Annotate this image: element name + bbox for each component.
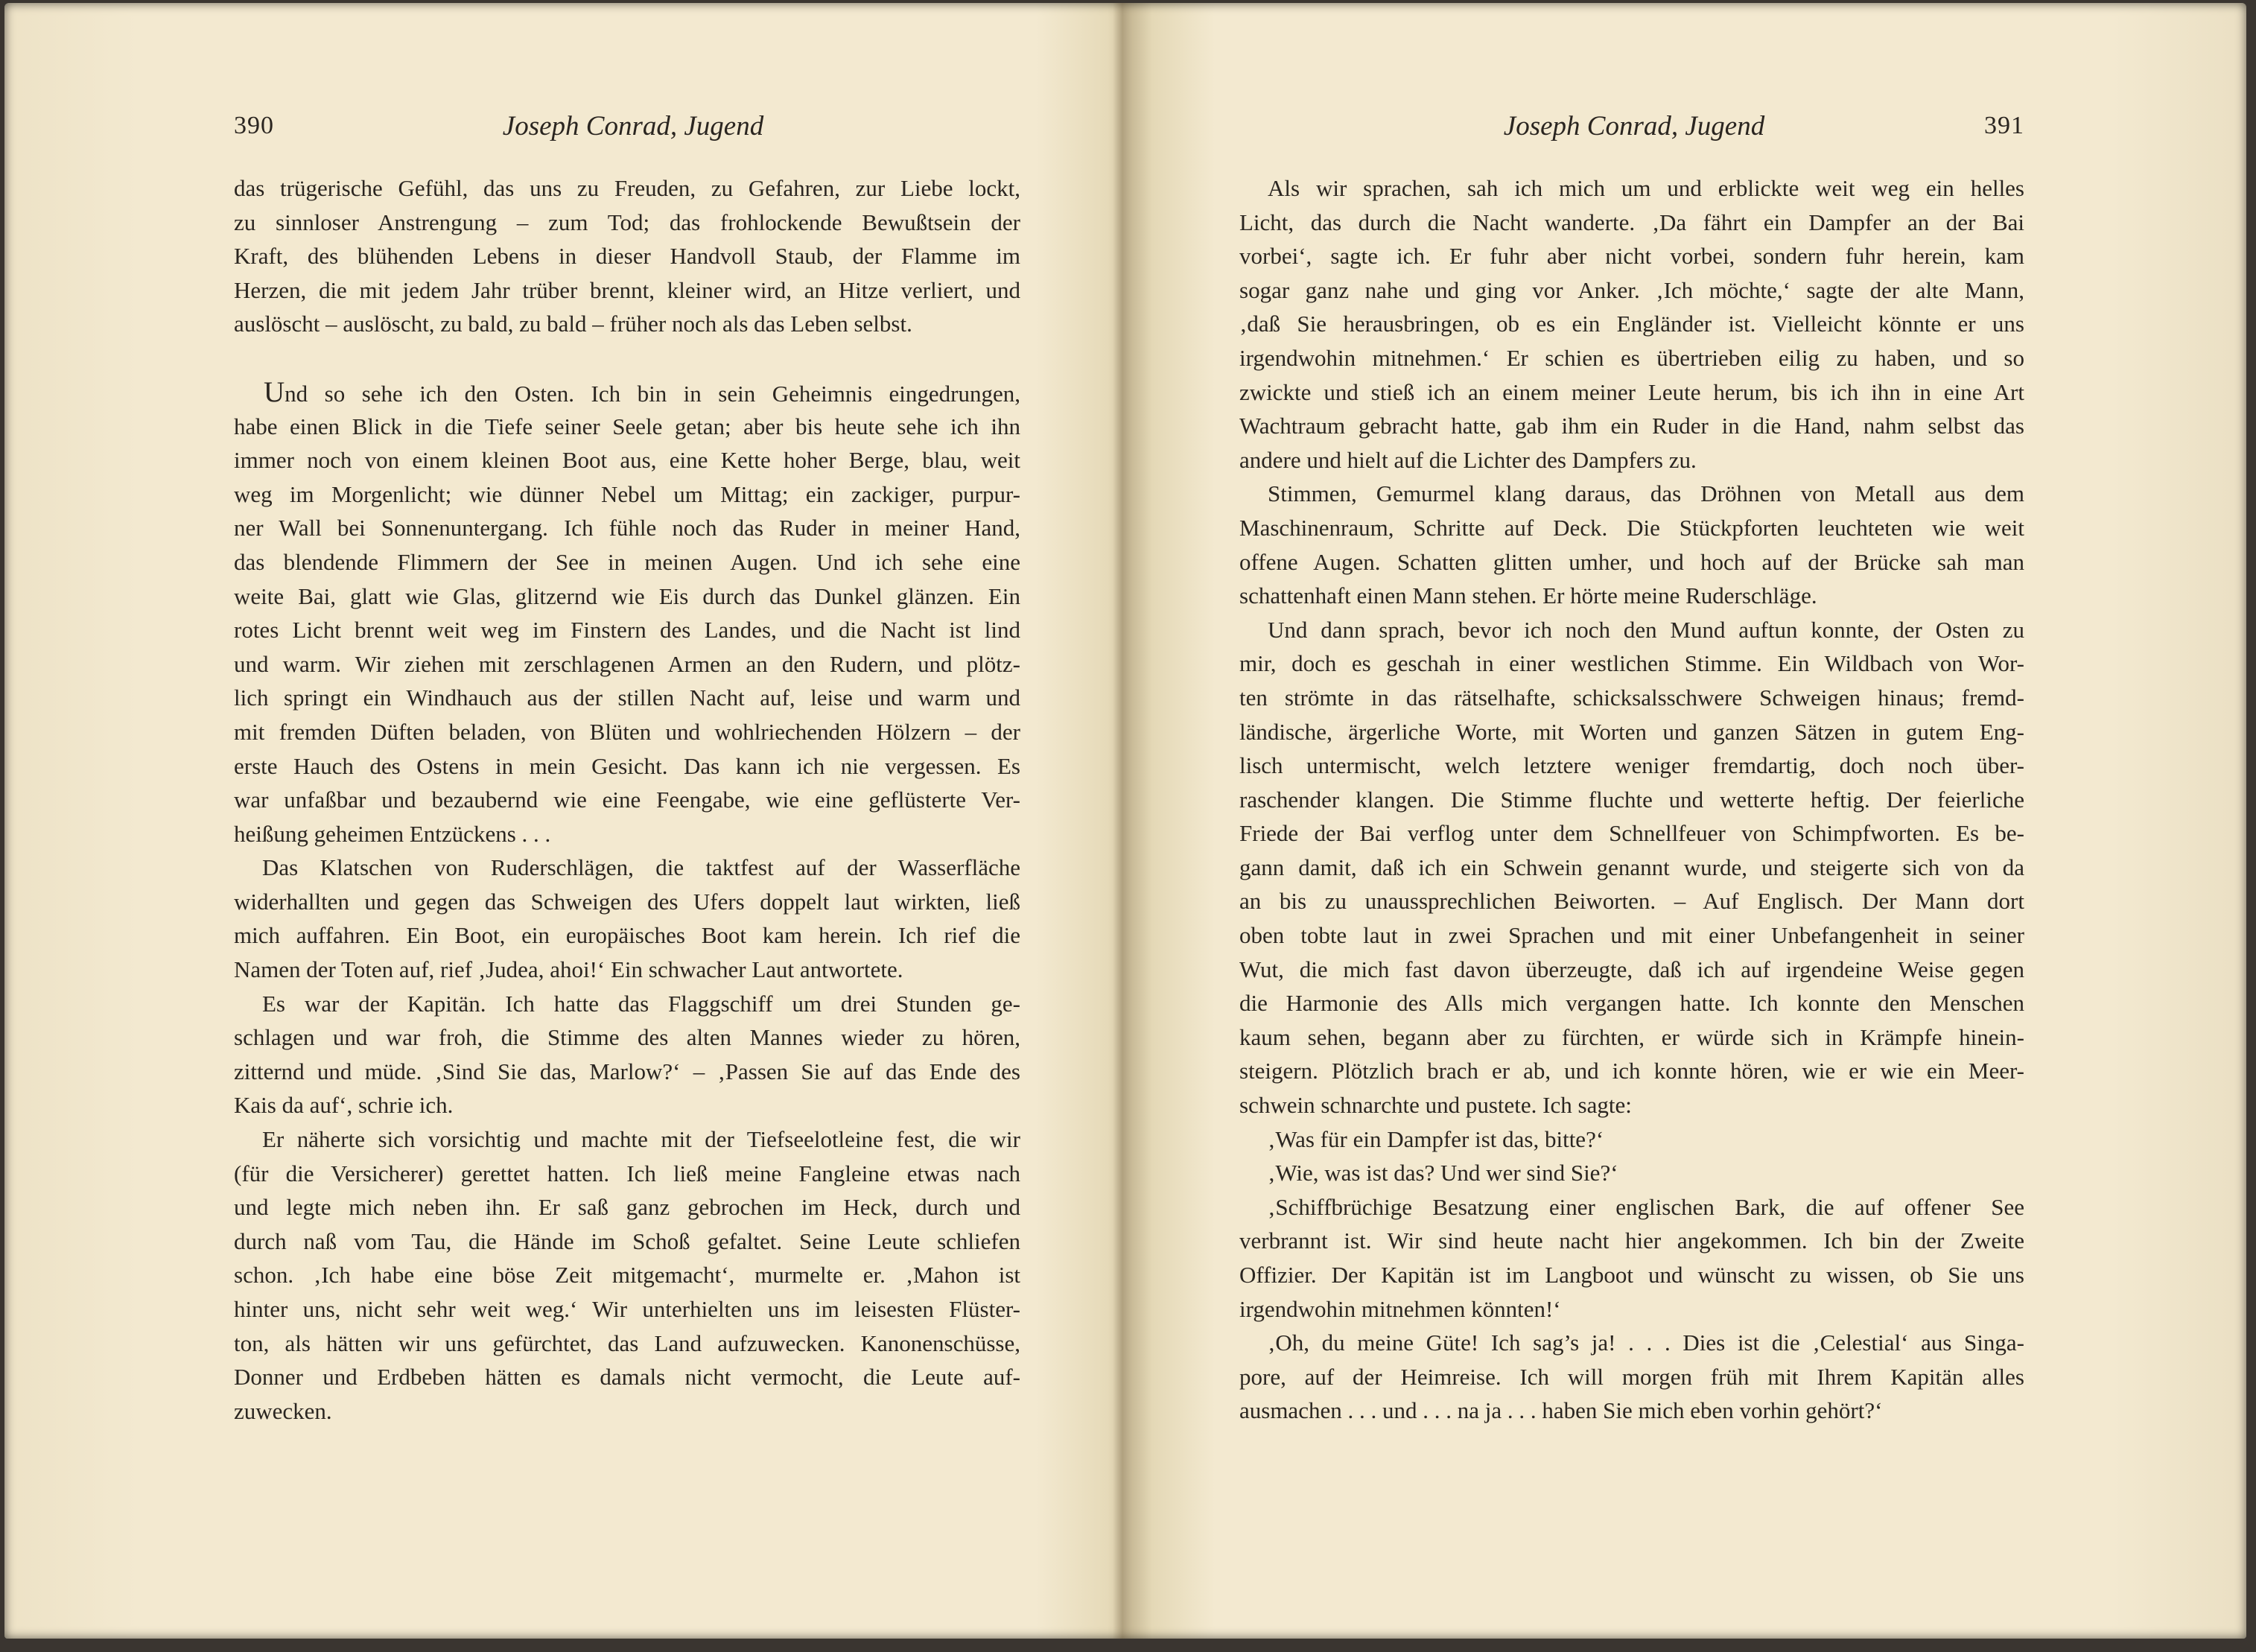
text-line: zuwecken. xyxy=(234,1397,332,1424)
text-line: zwickte und stieß ich an einem meiner Leute herum, bis ich ihn in eine Art xyxy=(1239,378,2024,405)
paragraph xyxy=(1239,171,2024,477)
left-page-header xyxy=(234,112,1020,149)
text-line: heißung geheimen Entzückens . . . xyxy=(234,820,551,847)
text-line: ‚Oh, du meine Güte! Ich sag’s ja! . . . Dies ist die ‚Celestial‘ aus Singa- xyxy=(1268,1329,2024,1356)
text-line: schlagen und war froh, die Stimme des alten Mannes wieder zu hören, xyxy=(234,1024,1020,1051)
text-line: zitternd und müde. ‚Sind Sie das, Marlow?‘ – ‚Passen Sie auf das Ende des xyxy=(234,1058,1020,1084)
text-line: Er näherte sich vorsichtig und machte mit der Tiefseelotleine fest, die wir xyxy=(262,1126,1020,1153)
right-page-text xyxy=(1239,171,2024,1428)
text-line: pore, auf der Heimreise. Ich will morgen früh mit Ihrem Kapitän alles xyxy=(1239,1363,2024,1390)
text-line: widerhallten und gegen das Schweigen des Ufers doppelt laut wirkten, ließ xyxy=(234,888,1020,915)
right-page-number: 391 xyxy=(1984,112,2024,139)
text-line: mir, doch es geschah in einer westlichen Stimme. Ein Wildbach von Wor- xyxy=(1239,650,2024,677)
text-line: ausmachen . . . und . . . na ja . . . haben Sie mich eben vorhin gehört?‘ xyxy=(1239,1397,1883,1424)
text-line: und warm. Wir ziehen mit zerschlagenen Armen an den Rudern, und plötz- xyxy=(234,650,1020,677)
paragraph xyxy=(1239,1326,2024,1428)
text-line: schattenhaft einen Mann stehen. Er hörte meine Ruderschläge. xyxy=(1239,582,1817,609)
text-line: immer noch von einem kleinen Boot aus, eine Kette hoher Berge, blau, weit xyxy=(234,447,1020,474)
text-line: Kais da auf‘, schrie ich. xyxy=(234,1092,454,1119)
text-line: Namen der Toten auf, rief ‚Judea, ahoi!‘ Ein schwacher Laut antwortete. xyxy=(234,956,903,983)
right-page-header xyxy=(1239,112,2024,149)
text-line: oben tobte laut in zwei Sprachen und mit einer Unbefangenheit in seiner xyxy=(1239,922,2024,949)
text-line: und legte mich neben ihn. Er saß ganz gebrochen im Heck, durch und xyxy=(234,1194,1020,1221)
text-line: Friede der Bai verflog unter dem Schnellfeuer von Schimpfworten. Es be- xyxy=(1239,820,2024,847)
text-line: erste Hauch des Ostens in mein Gesicht. Das kann ich nie vergessen. Es xyxy=(234,752,1020,779)
text-line: andere und hielt auf die Lichter des Dampfers zu. xyxy=(1239,446,1697,473)
text-line: Wut, die mich fast davon überzeugte, daß ich auf irgendeine Weise gegen xyxy=(1239,956,2024,982)
text-line: lisch untermischt, welch letztere weniger fremdartig, doch noch über- xyxy=(1239,752,2024,779)
section-break xyxy=(234,341,1020,375)
text-line: (für die Versicherer) gerettet hatten. Ich ließ meine Fangleine etwas nach xyxy=(234,1160,1020,1186)
text-line: Donner und Erdbeben hätten es damals nicht vermocht, die Leute auf- xyxy=(234,1364,1020,1391)
text-line: mich auffahren. Ein Boot, ein europäisches Boot kam herein. Ich rief die xyxy=(234,922,1020,949)
text-line: hinter uns, nicht sehr weit weg.‘ Wir unterhielten uns im leisesten Flüster- xyxy=(234,1296,1020,1322)
text-line: ‚Was für ein Dampfer ist das, bitte?‘ xyxy=(1268,1125,1604,1152)
text-line: Als wir sprachen, sah ich mich um und erblickte weit weg ein helles xyxy=(1268,175,2024,201)
left-running-title: Joseph Conrad, Jugend xyxy=(502,111,764,142)
paragraph xyxy=(234,851,1020,986)
right-page xyxy=(1129,3,2246,1639)
text-line: schon. ‚Ich habe eine böse Zeit mitgemacht‘, murmelte er. ‚Mahon ist xyxy=(234,1262,1020,1289)
text-line: Herzen, die mit jedem Jahr trüber brennt, kleiner wird, an Hitze verliert, und xyxy=(234,276,1020,303)
text-line: ten strömte in das rätselhafte, schicksalsschwere Schweigen hinaus; fremd- xyxy=(1239,684,2024,711)
text-line: Maschinenraum, Schritte auf Deck. Die Stückpforten leuchteten wie weit xyxy=(1239,514,2024,541)
paragraph xyxy=(234,1122,1020,1428)
paragraph xyxy=(234,375,1020,851)
text-line: ‚Wie, was ist das? Und wer sind Sie?‘ xyxy=(1268,1160,1618,1186)
paragraph xyxy=(1239,1190,2024,1326)
text-line: auslöscht – auslöscht, zu bald, zu bald – früher noch als das Leben selbst. xyxy=(234,311,912,337)
text-line: Es war der Kapitän. Ich hatte das Flaggschiff um drei Stunden ge- xyxy=(262,990,1020,1017)
text-line: Und dann sprach, bevor ich noch den Mund auftun konnte, der Osten zu xyxy=(1268,616,2024,643)
text-line: vorbei‘, sagte ich. Er fuhr aber nicht vorbei, sondern fuhr herein, kam xyxy=(1239,243,2024,270)
paragraph xyxy=(1239,1122,2024,1157)
text-line: lich springt ein Windhauch aus der stillen Nacht auf, leise und warm und xyxy=(234,684,1020,711)
text-line: ländische, ärgerliche Worte, mit Worten und ganzen Sätzen in gutem Eng- xyxy=(1239,718,2024,745)
text-line: verbrannt ist. Wir sind heute nacht hier angekommen. Ich bin der Zweite xyxy=(1239,1227,2024,1254)
paragraph xyxy=(234,171,1020,341)
text-line: kaum sehen, begann aber zu fürchten, er würde sich in Krämpfe hinein- xyxy=(1239,1023,2024,1050)
text-line: ton, als hätten wir uns gefürchtet, das Land aufzuwecken. Kanonenschüsse, xyxy=(234,1329,1020,1356)
text-line: war unfaßbar und bezaubernd wie eine Feengabe, wie eine geflüsterte Ver- xyxy=(234,787,1020,813)
text-line: ner Wall bei Sonnenuntergang. Ich fühle noch das Ruder in meiner Hand, xyxy=(234,515,1020,541)
left-page-text xyxy=(234,171,1020,1428)
text-line: Und so sehe ich den Osten. Ich bin in sein Geheimnis eingedrungen, xyxy=(264,375,1020,408)
left-page xyxy=(4,3,1122,1639)
text-line: steigern. Plötzlich brach er ab, und ich konnte hören, wie er wie ein Meer- xyxy=(1239,1058,2024,1084)
right-running-title: Joseph Conrad, Jugend xyxy=(1503,111,1765,142)
text-line: das blendende Flimmern der See in meinen Augen. Und ich sehe eine xyxy=(234,548,1020,575)
paragraph xyxy=(1239,613,2024,1122)
book-spread xyxy=(4,3,2246,1639)
text-line: rotes Licht brennt weit weg im Finstern des Landes, und die Nacht ist lind xyxy=(234,617,1020,644)
paragraph xyxy=(1239,477,2024,612)
text-line: Das Klatschen von Ruderschlägen, die taktfest auf der Wasserfläche xyxy=(262,854,1020,881)
text-line: weite Bai, glatt wie Glas, glitzernd wie Eis durch das Dunkel glänzen. Ein xyxy=(234,582,1020,609)
text-line: Wachtraum gebracht hatte, gab ihm ein Ruder in die Hand, nahm selbst das xyxy=(1239,413,2024,439)
text-line: das trügerische Gefühl, das uns zu Freuden, zu Gefahren, zur Liebe lockt, xyxy=(234,175,1020,201)
text-line: raschender klangen. Die Stimme fluchte und wetterte heftig. Der feierliche xyxy=(1239,786,2024,813)
left-page-number: 390 xyxy=(234,112,274,139)
text-line: mit fremden Düften beladen, von Blüten und wohlriechenden Hölzern – der xyxy=(234,718,1020,745)
text-line: offene Augen. Schatten glitten umher, und hoch auf der Brücke sah man xyxy=(1239,548,2024,575)
text-line: ‚Schiffbrüchige Besatzung einer englischen Bark, die auf offener See xyxy=(1268,1193,2024,1220)
text-line: Stimmen, Gemurmel klang daraus, das Dröhnen von Metall aus dem xyxy=(1268,480,2024,507)
text-line: an bis zu unaussprechlichen Beiworten. – Auf Englisch. Der Mann dort xyxy=(1239,888,2024,915)
text-line: irgendwohin mitnehmen.‘ Er schien es übertrieben eilig zu haben, und so xyxy=(1239,344,2024,371)
text-line: zu sinnloser Anstrengung – zum Tod; das frohlockende Bewußtsein der xyxy=(234,209,1020,235)
paragraph xyxy=(1239,1156,2024,1190)
text-line: ‚daß Sie herausbringen, ob es ein Engländer ist. Vielleicht könnte er uns xyxy=(1239,311,2024,337)
text-line: weg im Morgenlicht; wie dünner Nebel um Mittag; ein zackiger, purpur- xyxy=(234,480,1020,507)
text-line: Kraft, des blühenden Lebens in dieser Handvoll Staub, der Flamme im xyxy=(234,243,1020,270)
text-line: Offizier. Der Kapitän ist im Langboot und wünscht zu wissen, ob Sie uns xyxy=(1239,1262,2024,1288)
text-line: habe einen Blick in die Tiefe seiner Seele getan; aber bis heute sehe ich ihn xyxy=(234,413,1020,439)
text-line: irgendwohin mitnehmen könnten!‘ xyxy=(1239,1295,1561,1322)
text-line: Licht, das durch die Nacht wanderte. ‚Da fährt ein Dampfer an der Bai xyxy=(1239,209,2024,235)
text-line: gann damit, daß ich ein Schwein genannt wurde, und steigerte sich von da xyxy=(1239,854,2024,880)
paragraph xyxy=(234,987,1020,1122)
text-line: die Harmonie des Alls mich vergangen hatte. Ich konnte den Menschen xyxy=(1239,990,2024,1017)
text-line: durch naß vom Tau, die Hände im Schoß gefaltet. Seine Leute schliefen xyxy=(234,1227,1020,1254)
text-line: schwein schnarchte und pustete. Ich sagte: xyxy=(1239,1092,1632,1119)
text-line: sogar ganz nahe und ging vor Anker. ‚Ich möchte,‘ sagte der alte Mann, xyxy=(1239,276,2024,303)
